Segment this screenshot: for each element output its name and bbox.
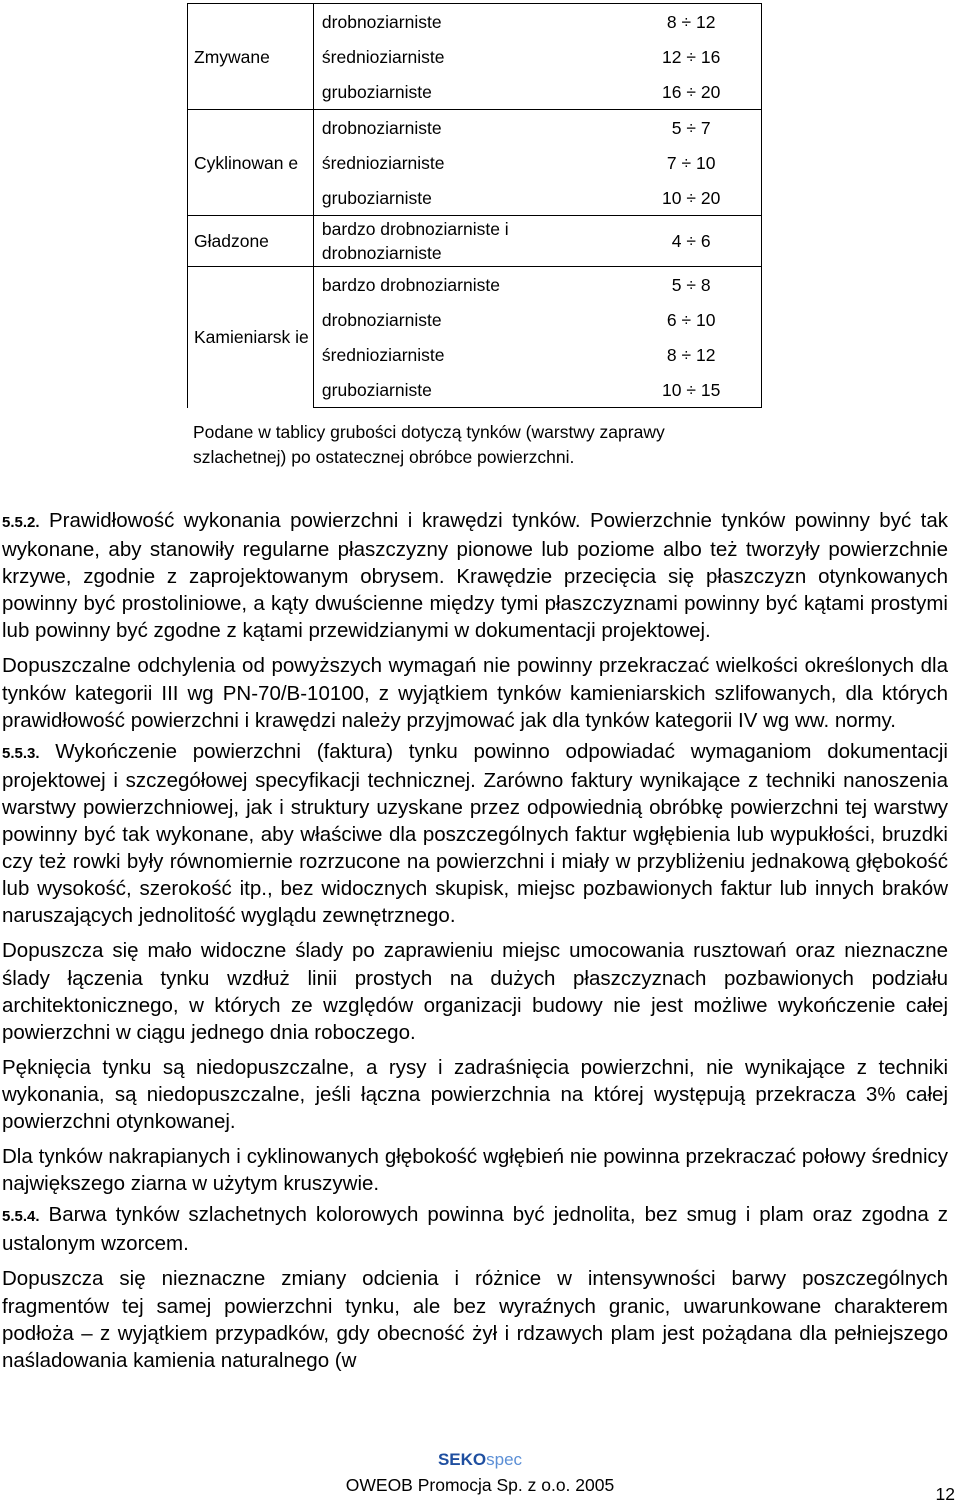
thickness-value-cell: 7 ÷ 10 bbox=[621, 145, 761, 180]
table-row bbox=[188, 4, 762, 40]
paragraph-nakrapiane: Dla tynków nakrapianych i cyklinowanych głębokość wgłębień nie powinna przekraczać połowy średnicy największego ziarna w użytym kruszywie. bbox=[2, 1145, 948, 1196]
category-cell: Zmywane bbox=[188, 4, 314, 110]
thickness-value-cell: 10 ÷ 15 bbox=[621, 372, 761, 408]
paragraph-odcienia: Dopuszcza się nieznaczne zmiany odcienia i różnice w intensywności barwy poszczególnych fragmentów tej samej powierzchni tynku, ale bez wyraźnych granic, uwarunkowane charakterem podłoża – z wyjątkiem przypadków, gdy obecność żył i rdzawych plam jest pożądana dla pełniejszego naśladowania kamienia naturalnego (w bbox=[2, 1267, 948, 1372]
paragraph-slady: Dopuszcza się mało widoczne ślady po zaprawieniu miejsc umocowania rusztowań oraz nieznaczne ślady łączenia tynku wzdłuż linii prostych na dużych płaszczyznach pozbawionych podziału architektonicznego, w których ze względów organizacji budowy nie jest możliwe wykończenie całej powierzchni w ciągu jednego dnia roboczego. bbox=[2, 939, 948, 1044]
category-cell: Kamieniarsk ie bbox=[188, 267, 314, 408]
grain-kind-cell: gruboziarniste bbox=[321, 187, 432, 208]
section-number: 5.5.2. bbox=[2, 514, 40, 531]
paragraph-dopuszczalne: Dopuszczalne odchylenia od powyższych wymagań nie powinny przekraczać wielkości określonych dla tynków kategorii III wg PN-70/B-10100, z wyjątkiem tynków kamieniarskich szlifowanych, dla których prawidłowość powierzchni i krawędzi należy przyjmować jak dla tynków kategorii IV wg ww. normy. bbox=[2, 654, 948, 732]
section-text: Prawidłowość wykonania powierzchni i krawędzi tynków. Powierzchnie tynków powinny być tak wykonane, aby stanowiły regularne płaszczyzny pionowe lub poziome albo też tworzyły powierzchnie krzywe, zgodnie z zaprojektowanym obrysem. Krawędzie przecięcia się płaszczyzn otynkowanych powinny być prostoliniowe, a kąty dwuścienne między tymi płaszczyznami powinny być kątami prostymi lub powinny być zgodne z kątami przewidzianymi w dokumentacji projektowej. bbox=[2, 509, 948, 643]
grain-kind-cell: drobnoziarniste bbox=[313, 110, 621, 146]
thickness-value-cell: 16 ÷ 20 bbox=[621, 74, 761, 110]
logo-part-a: SEKO bbox=[437, 1450, 487, 1469]
thickness-value-cell: 4 ÷ 6 bbox=[621, 216, 761, 267]
thickness-value-cell: 5 ÷ 7 bbox=[621, 110, 761, 146]
sekospec-logo bbox=[0, 1451, 960, 1469]
grain-kind-cell: średnioziarniste bbox=[321, 46, 445, 67]
section-5-5-3 bbox=[2, 738, 948, 930]
grain-kind-cell: średnioziarniste bbox=[321, 344, 445, 365]
section-number: 5.5.3. bbox=[2, 744, 40, 762]
thickness-value-cell: 6 ÷ 10 bbox=[621, 302, 761, 337]
thickness-value-cell: 8 ÷ 12 bbox=[621, 337, 761, 372]
category-cell: Cyklinowan e bbox=[188, 110, 314, 216]
grain-kind-cell: drobnoziarniste bbox=[321, 309, 442, 330]
section-5-5-2 bbox=[2, 507, 948, 644]
thickness-value-cell: 10 ÷ 20 bbox=[621, 180, 761, 216]
table-row bbox=[188, 216, 762, 267]
category-cell: Gładzone bbox=[188, 216, 314, 267]
grain-kind-cell: średnioziarniste bbox=[321, 152, 445, 173]
grain-kind-cell: bardzo drobnoziarniste i drobnoziarniste bbox=[313, 216, 621, 267]
grain-thickness-table bbox=[187, 3, 762, 408]
thickness-value-cell: 8 ÷ 12 bbox=[621, 4, 761, 40]
thickness-value-cell: 5 ÷ 8 bbox=[621, 267, 761, 303]
section-5-5-4 bbox=[2, 1201, 948, 1257]
thickness-value-cell: 12 ÷ 16 bbox=[621, 39, 761, 74]
table-row bbox=[188, 110, 762, 146]
grain-kind-cell: gruboziarniste bbox=[313, 372, 621, 408]
table-row bbox=[188, 267, 762, 303]
logo-part-b: spec bbox=[486, 1450, 523, 1469]
grain-kind-cell: drobnoziarniste bbox=[313, 4, 621, 40]
section-number: 5.5.4. bbox=[2, 1208, 40, 1226]
table-note: Podane w tablicy grubości dotyczą tynków (warstwy zaprawy szlachetnej) po ostatecznej obróbce powierzchni. bbox=[193, 422, 665, 467]
grain-kind-cell: gruboziarniste bbox=[321, 81, 432, 102]
body-text bbox=[2, 507, 948, 1374]
paragraph-pekniecia: Pęknięcia tynku są niedopuszczalne, a rysy i zadraśnięcia powierzchni, nie wynikające z techniki wykonania, są niedopuszczalne, jeśli łączna powierzchnia na której występują przekracza 3% całej powierzchni otynkowanej. bbox=[2, 1055, 948, 1133]
section-text: Barwa tynków szlachetnych kolorowych powinna być jednolita, bez smug i plam oraz zgodna z ustalonym wzorcem. bbox=[2, 1203, 948, 1256]
footer-company: OWEOB Promocja Sp. z o.o. 2005 bbox=[345, 1475, 615, 1495]
section-text: Wykończenie powierzchni (faktura) tynku powinno odpowiadać wymaganiom dokumentacji projektowej i szczegółowej specyfikacji technicznej. Zarówno faktury wynikające z techniki nanoszenia warstwy powierzchniowej, jak i struktury uzyskane przez odpowiednią obróbkę powierzchni tej warstwy powinny być tak wykonane, aby właściwe dla poszczególnych faktur wgłębienia lub wypukłości, bruzdki czy też rowki były równomiernie rozrzucone na powierzchni i miały w przybliżeniu jednakową głębokość lub wysokość, szerokość itp., bez widocznych skupisk, miejsc pozbawionych faktur lub innych braków naruszających jednolitość wyglądu zewnętrznego. bbox=[2, 739, 948, 928]
page-number: 12 bbox=[935, 1484, 955, 1504]
grain-kind-cell: bardzo drobnoziarniste bbox=[313, 267, 621, 303]
